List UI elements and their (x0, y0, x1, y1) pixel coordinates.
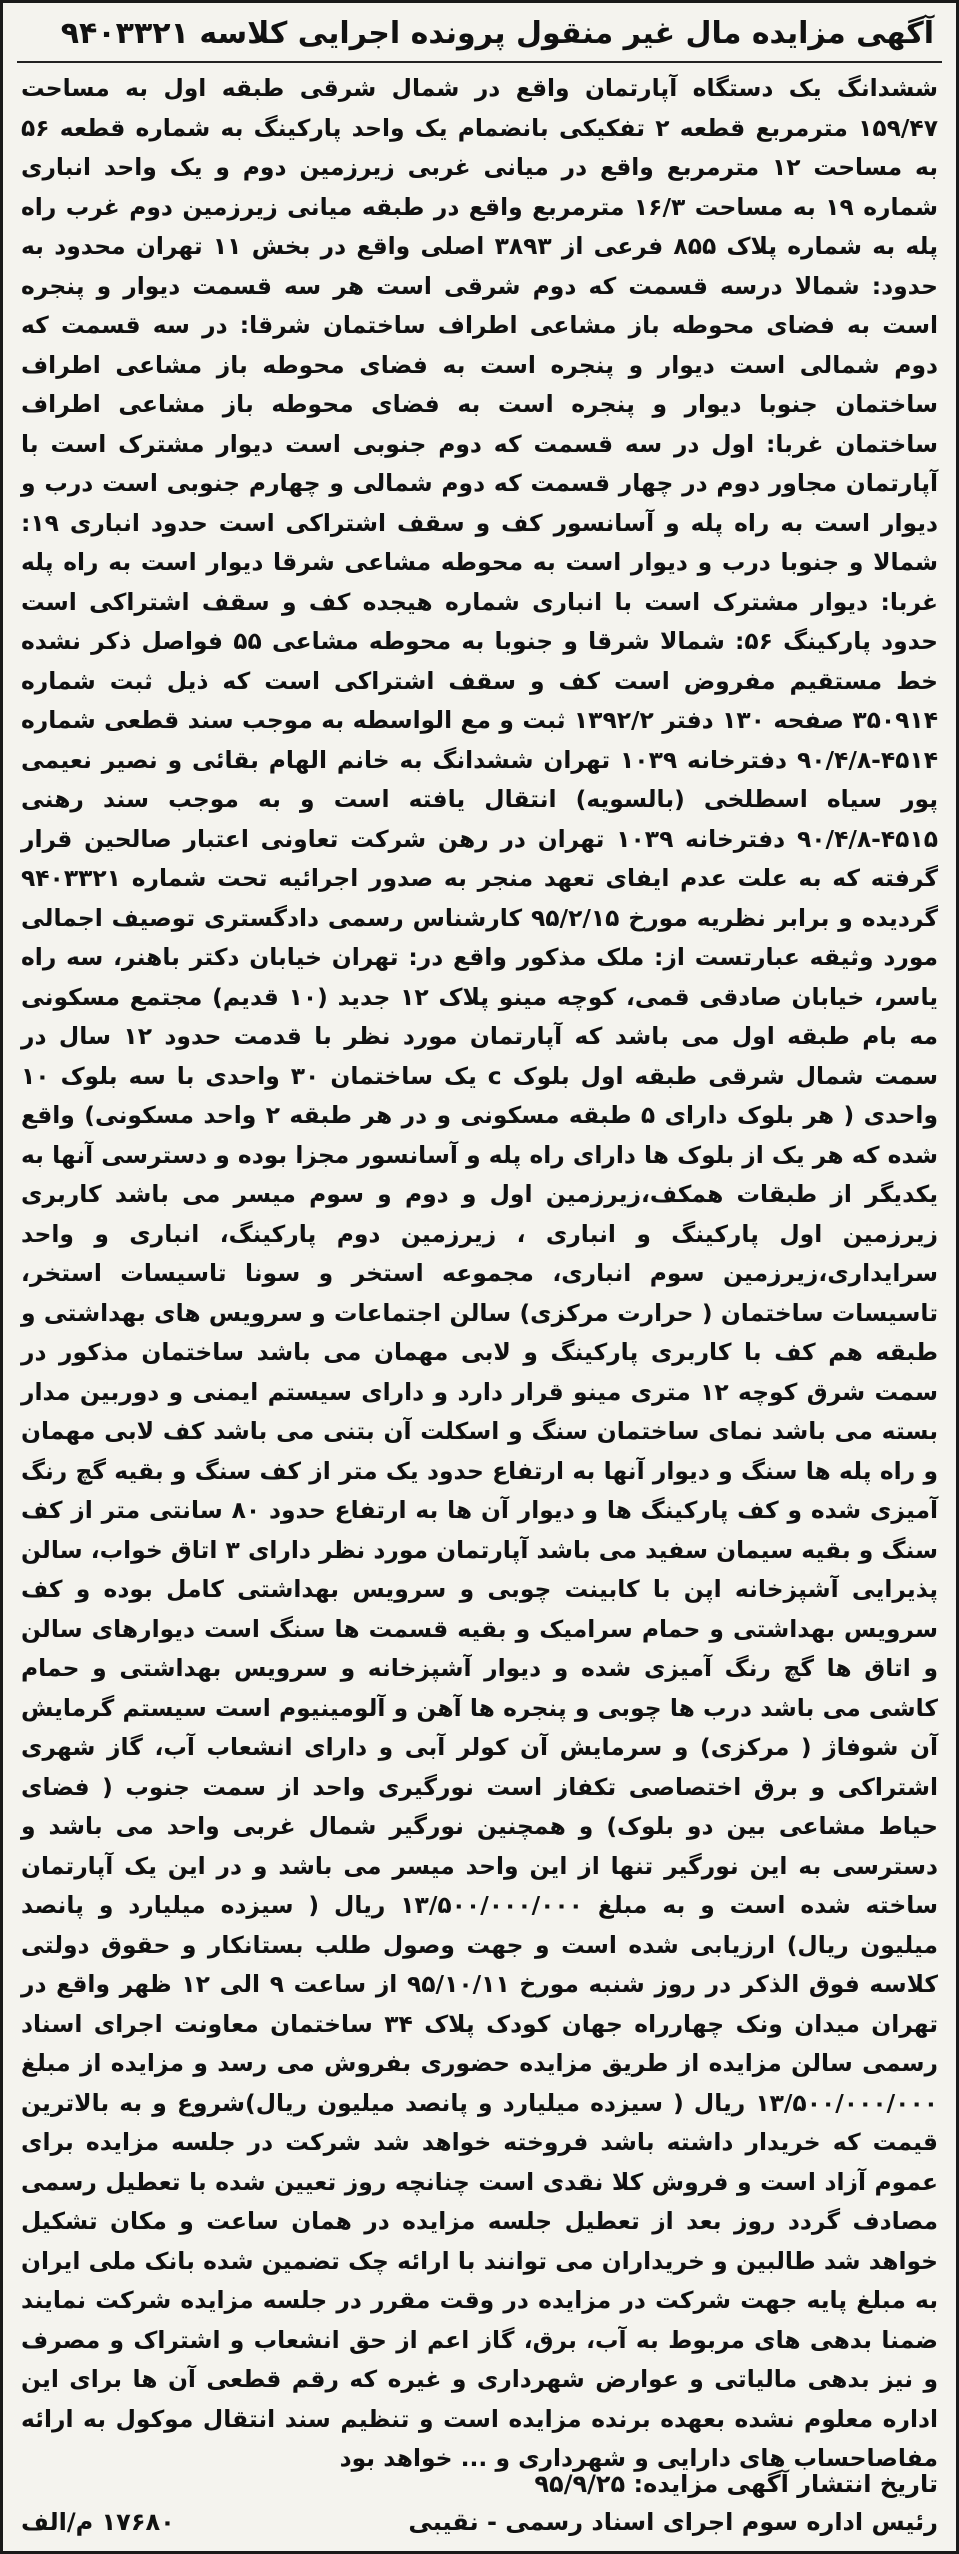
notice-body: ششدانگ یک دستگاه آپارتمان واقع در شمال شرقی طبقه اول به مساحت ۱۵۹/۴۷ مترمربع قطعه ۲ تفکیکی بانضمام یک واحد پارکینگ به شماره قطعه ۵۶ به مساحت ۱۲ مترمربع واقع در میانی غربی زیرزمین دوم و یک واحد انباری شماره ۱۹ به مساحت ۱۶/۳ مترمربع واقع در طبقه میانی زیرزمین دوم غرب راه پله به شماره پلاک ۸۵۵ فرعی از ۳۸۹۳ اصلی واقع در بخش ۱۱ تهران محدود به حدود: شمالا درسه قسمت که دوم شرقی است هر سه قسمت دیوار و پنجره است به فضای محوطه باز مشاعی اطراف ساختمان شرقا: در سه قسمت که دوم شمالی است دیوار و پنجره است به فضای محوطه باز مشاعی اطراف ساختمان جنوبا دیوار و پنجره است به فضای محوطه باز مشاعی اطراف ساختمان غربا: اول در سه قسمت که دوم جنوبی است دیوار مشترک است با آپارتمان مجاور دوم در چهار قسمت که دوم شمالی و چهارم جنوبی است درب و دیوار است به راه پله و آسانسور کف و سقف اشتراکی است حدود انباری ۱۹: شمالا و جنوبا درب و دیوار است به محوطه مشاعی شرقا دیوار است به راه پله غربا: دیوار مشترک است با انباری شماره هیجده کف و سقف اشتراکی است حدود پارکینگ ۵۶: شمالا شرقا و جنوبا به محوطه مشاعی ۵۵ فواصل ذکر نشده خط مستقیم مفروض است کف و سقف اشتراکی است که ذیل ثبت شماره ۳۵۰۹۱۴ صفحه ۱۳۰ دفتر ۱۳۹۲/۲ ثبت و مع الواسطه به موجب سند قطعی شماره ۴۵۱۴-۹۰/۴/۸ دفترخانه ۱۰۳۹ تهران ششدانگ به خانم الهام بقائی و نصیر نعیمی پور سیاه اسطلخی (بالسویه) انتقال یافته است و به موجب سند رهنی ۴۵۱۵-۹۰/۴/۸ دفترخانه ۱۰۳۹ تهران در رهن شرکت تعاونی اعتبار صالحین قرار گرفته که به علت عدم ایفای تعهد منجر به صدور اجرائیه تحت شماره ۹۴۰۳۳۲۱ گردیده و برابر نظریه مورخ ۹۵/۲/۱۵ کارشناس رسمی دادگستری توصیف اجمالی مورد وثیقه عبارتست از: ملک مذکور واقع در: تهران خیابان دکتر باهنر، سه راه یاسر، خیابان صادقی قمی، کوچه مینو پلاک ۱۲ جدید (۱۰ قدیم) مجتمع مسکونی مه بام طبقه اول می باشد که آپارتمان مورد نظر با قدمت حدود ۱۲ سال در سمت شمال شرقی طبقه اول بلوک c یک ساختمان ۳۰ واحدی با سه بلوک ۱۰ واحدی ( هر بلوک دارای ۵ طبقه مسکونی و در هر طبقه ۲ واحد مسکونی) واقع شده که هر یک از بلوک ها دارای راه پله و آسانسور مجزا بوده و دسترسی آنها به یکدیگر از طبقات همکف،زیرزمین اول و دوم و سوم میسر می باشد کاربری زیرزمین اول پارکینگ و انباری ، زیرزمین دوم پارکینگ، انباری و واحد سرایداری،زیرزمین سوم انباری، مجموعه استخر و سونا تاسیسات استخر، تاسیسات ساختمان ( حرارت مرکزی) سالن اجتماعات و سرویس های بهداشتی و طبقه هم کف با کاربری پارکینگ و لابی مهمان می باشد ساختمان مذکور در سمت شرق کوچه ۱۲ متری مینو قرار دارد و دارای سیستم ایمنی و دوربین مدار بسته می باشد نمای ساختمان سنگ و اسکلت آن بتنی می باشد کف لابی مهمان و راه پله ها سنگ و دیوار آنها به ارتفاع حدود یک متر از کف سنگ و بقیه گچ رنگ آمیزی شده و کف پارکینگ ها و دیوار آن ها به ارتفاع حدود ۸۰ سانتی متر از کف سنگ و بقیه سیمان سفید می باشد آپارتمان مورد نظر دارای ۳ اتاق خواب، سالن پذیرایی آشپزخانه اپن با کابینت چوبی و سرویس بهداشتی کامل بوده و کف سرویس بهداشتی و حمام سرامیک و بقیه قسمت ها سنگ است دیوارهای سالن و اتاق ها گچ رنگ آمیزی شده و دیوار آشپزخانه و سرویس بهداشتی و حمام کاشی می باشد درب ها چوبی و پنجره ها آهن و آلومینیوم است سیستم گرمایش آن شوفاژ ( مرکزی) و سرمایش آن کولر آبی و دارای انشعاب آب، گاز شهری اشتراکی و برق اختصاصی تکفاز است نورگیری واحد از سمت جنوب ( فضای حیاط مشاعی بین دو بلوک) و همچنین نورگیر شمال غربی واحد می باشد و دسترسی به این نورگیر تنها از این واحد میسر می باشد و در این یک آپارتمان ساخته شده است و به مبلغ ۱۳/۵۰۰/۰۰۰/۰۰۰ ریال ( سیزده میلیارد و پانصد میلیون ریال) ارزیابی شده است و جهت وصول طلب بستانکار و حقوق دولتی کلاسه فوق الذکر در روز شنبه مورخ ۹۵/۱۰/۱۱ از ساعت ۹ الی ۱۲ ظهر واقع در تهران میدان ونک چهارراه جهان کودک پلاک ۳۴ ساختمان معاونت اجرای اسناد رسمی سالن مزایده از طریق مزایده حضوری بفروش می رسد و مزایده از مبلغ ۱۳/۵۰۰/۰۰۰/۰۰۰ ریال ( سیزده میلیارد و پانصد میلیون ریال)شروع و به بالاترین قیمت که خریدار داشته باشد فروخته خواهد شد شرکت در جلسه مزایده برای عموم آزاد است و فروش کلا نقدی است چنانچه روز تعیین شده با تعطیل رسمی مصادف گردد روز بعد از تعطیل جلسه مزایده در همان ساعت و مکان تشکیل خواهد شد طالبین و خریداران می توانند با ارائه چک تضمین شده بانک ملی ایران به مبلغ پایه جهت شرکت در مزایده در وقت مقرر در جلسه مزایده شرکت نمایند ضمنا بدهی های مربوط به آب، برق، گاز اعم از حق انشعاب و اشتراک و مصرف و نیز بدهی مالیاتی و عوارض شهرداری و غیره که رقم قطعی آن ها برای این اداره معلوم نشده بعهده برنده مزایده است و تنظیم سند انتقال موکول به ارائه مفاصاحساب های دارایی و شهرداری و ... خواهد بود (21, 74, 939, 2472)
notice-title: آگهی مزایده مال غیر منقول پرونده اجرایی کلاسه ۹۴۰۳۳۲۱ (17, 11, 942, 63)
footer-row-signature (21, 2503, 938, 2541)
signature-line: رئیس اداره سوم اجرای اسناد رسمی - نقیبی (408, 2508, 938, 2536)
publish-date: تاریخ انتشار آگهی مزایده: ۹۵/۹/۲۵ (534, 2470, 938, 2498)
notice-footer (21, 2465, 938, 2541)
reference-number: ۱۷۶۸۰ م/الف (21, 2508, 175, 2536)
footer-row-date (21, 2465, 938, 2503)
